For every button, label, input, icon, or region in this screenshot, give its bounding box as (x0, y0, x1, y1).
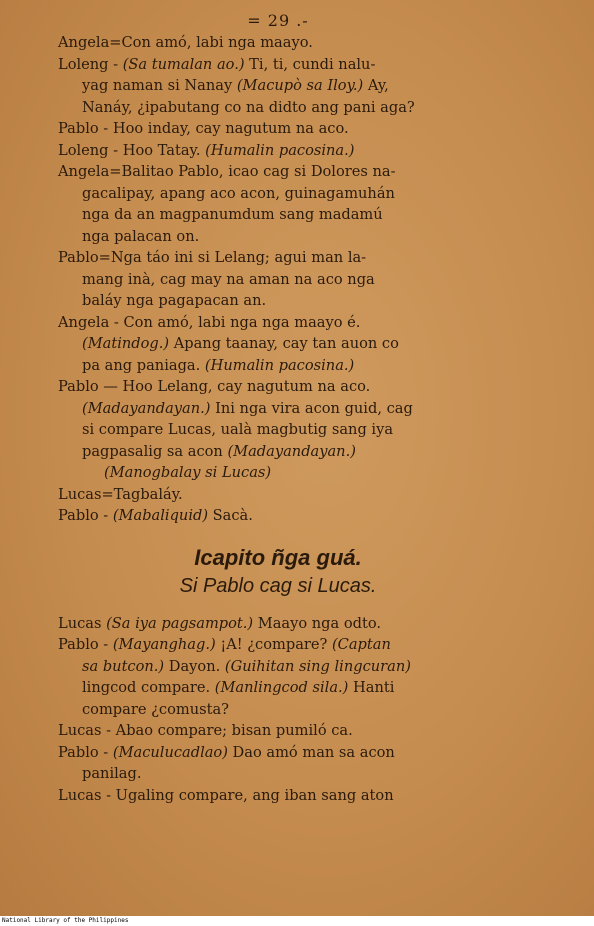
page-text (58, 10, 498, 806)
line-text: Lucas (58, 614, 107, 632)
text-line (58, 32, 498, 54)
line-text: Ay, (363, 77, 389, 94)
text-line (58, 75, 498, 97)
line-text: Angela=Balitao Pablo, icao cag si Dolores na- (58, 163, 396, 180)
line-text: Dayon. (164, 657, 225, 675)
line-text: yag naman si Nanay (82, 77, 237, 94)
line-text: Sacà. (208, 507, 253, 524)
stage-direction: (Captan (331, 636, 391, 653)
text-line (58, 398, 498, 420)
line-text: Pablo=Nga táo ini si Lelang; agui man la- (58, 249, 367, 266)
text-line (58, 441, 498, 463)
text-line (58, 312, 498, 334)
text-line (58, 118, 498, 140)
text-line (58, 54, 498, 76)
stage-direction: (Guihitan sing lingcuran) (224, 657, 411, 675)
text-line (58, 333, 498, 355)
stage-direction: (Manogbalay si Lucas) (104, 464, 272, 481)
line-text: Lucas - Abao compare; bisan pumiló ca. (58, 722, 353, 739)
line-text: lingcod compare. (82, 679, 215, 696)
text-line (58, 226, 498, 248)
line-text: Pablo - (58, 636, 113, 653)
stage-direction: (Macupò sa Iloy.) (236, 77, 364, 94)
text-line (58, 656, 498, 678)
stage-direction: sa butcon.) (82, 657, 165, 675)
stage-direction: (Madayandayan.) (227, 442, 356, 460)
text-line (58, 720, 498, 742)
text-line (58, 376, 498, 398)
line-text: panilag. (82, 765, 142, 782)
text-line (58, 355, 498, 377)
text-line (58, 505, 498, 527)
library-footer: National Library of the Philippines (2, 917, 129, 924)
stage-direction: (Humalin pacosina.) (204, 356, 355, 374)
line-text: Pablo - Hoo inday, cay nagutum na aco. (58, 120, 349, 137)
line-text: Lucas=Tagbaláy. (58, 485, 183, 503)
line-text: Angela - Con amó, labi nga nga maayo é. (58, 313, 361, 331)
text-line (58, 204, 498, 226)
line-text: Dao amó man sa acon (227, 743, 395, 761)
text-line (58, 269, 498, 291)
text-line (58, 484, 498, 506)
text-line (58, 97, 498, 119)
text-line (58, 247, 498, 269)
text-line (58, 785, 498, 807)
dialogue-block-2 (58, 613, 498, 807)
stage-direction: (Mayanghag.) (112, 636, 216, 653)
stage-direction: (Humalin pacosina.) (205, 141, 355, 159)
text-line (58, 699, 498, 721)
stage-direction: (Matindog.) (82, 335, 170, 352)
stage-direction: (Maculucadlao) (112, 743, 228, 761)
page-number: = 29 .- (247, 11, 309, 30)
line-text: pa ang paniaga. (82, 356, 205, 374)
line-text: compare ¿comusta? (82, 700, 229, 718)
line-text: Pablo - (58, 743, 113, 761)
stage-direction: (Madayandayan.) (82, 399, 211, 417)
line-text: Pablo — Hoo Lelang, cay nagutum na aco. (58, 378, 371, 395)
text-line (58, 161, 498, 183)
stage-direction: (Sa iya pagsampot.) (106, 614, 254, 632)
line-text: Ini nga vira acon guid, cag (210, 399, 413, 417)
line-text: pagpasalig sa acon (82, 442, 228, 460)
line-text: Nanáy, ¿ipabutang co na didto ang pani aga? (82, 98, 415, 116)
line-text: Lucas - Ugaling compare, ang iban sang aton (58, 786, 394, 804)
text-line (58, 763, 498, 785)
line-text: Angela=Con amó, labi nga maayo. (58, 34, 313, 51)
line-text: Pablo - (58, 507, 113, 524)
chapter-title: Icapito ñga guá. (194, 544, 362, 570)
line-text: Ti, ti, cundi nalu- (244, 55, 376, 73)
stage-direction: (Manlingcod sila.) (214, 679, 349, 696)
stage-direction: (Mabaliquid) (112, 507, 209, 524)
line-text: nga palacan on. (82, 227, 200, 245)
line-text: si compare Lucas, ualà magbutig sang iya (82, 421, 394, 438)
line-text: ¡A! ¿compare? (215, 636, 332, 653)
text-line (58, 290, 498, 312)
text-line (58, 677, 498, 699)
line-text: Hanti (348, 679, 395, 696)
text-line (58, 140, 498, 162)
text-line (58, 419, 498, 441)
text-line (58, 634, 498, 656)
line-text: baláy nga pagapacan an. (82, 292, 267, 309)
stage-direction: (Sa tumalan ao.) (122, 55, 245, 73)
text-line (58, 613, 498, 635)
text-line (58, 462, 498, 484)
line-text: Apang taanay, cay tan auon co (169, 335, 399, 352)
line-text: Loleng - Hoo Tatay. (58, 141, 206, 159)
text-line (58, 742, 498, 764)
line-text: Loleng - (58, 55, 123, 73)
line-text: Maayo nga odto. (253, 614, 382, 632)
line-text: mang inà, cag may na aman na aco nga (82, 270, 375, 288)
dialogue-block-1 (58, 32, 498, 527)
line-text: nga da an magpanumdum sang madamú (82, 206, 383, 223)
text-line (58, 183, 498, 205)
line-text: gacalipay, apang aco acon, guinagamuhán (82, 184, 395, 202)
chapter-subtitle: Si Pablo cag si Lucas. (179, 574, 377, 597)
